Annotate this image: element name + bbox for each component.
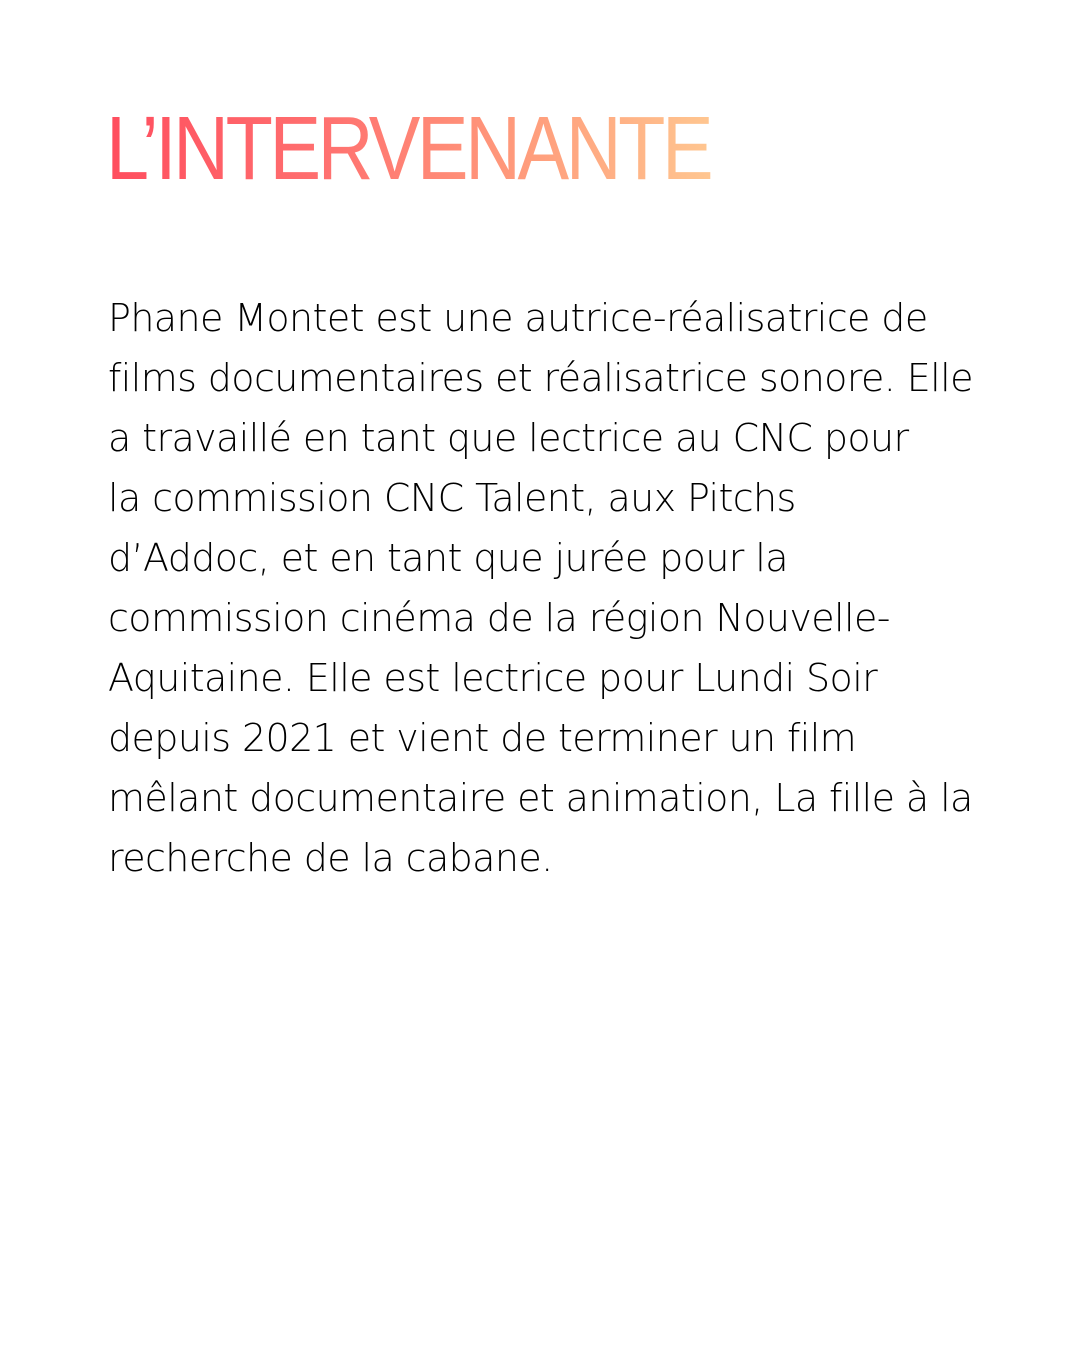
- bio-line: recherche de la cabane.: [108, 836, 553, 880]
- bio-line: d’Addoc, et en tant que jurée pour la: [108, 536, 788, 580]
- page-title: L’INTERVENANTE: [106, 99, 711, 199]
- bio-line: films documentaires et réalisatrice sonore. Elle: [108, 356, 973, 400]
- bio-paragraph: [108, 288, 988, 888]
- bio-line: a travaillé en tant que lectrice au CNC pour: [108, 416, 909, 460]
- bio-line: mêlant documentaire et animation, La fille à la: [108, 776, 973, 820]
- bio-line: depuis 2021 et vient de terminer un film: [108, 716, 857, 760]
- bio-line: commission cinéma de la région Nouvelle-: [108, 596, 890, 640]
- bio-line: la commission CNC Talent, aux Pitchs: [108, 476, 796, 520]
- bio-line: Phane Montet est une autrice-réalisatrice de: [108, 296, 928, 340]
- bio-line: Aquitaine. Elle est lectrice pour Lundi Soir: [108, 656, 878, 700]
